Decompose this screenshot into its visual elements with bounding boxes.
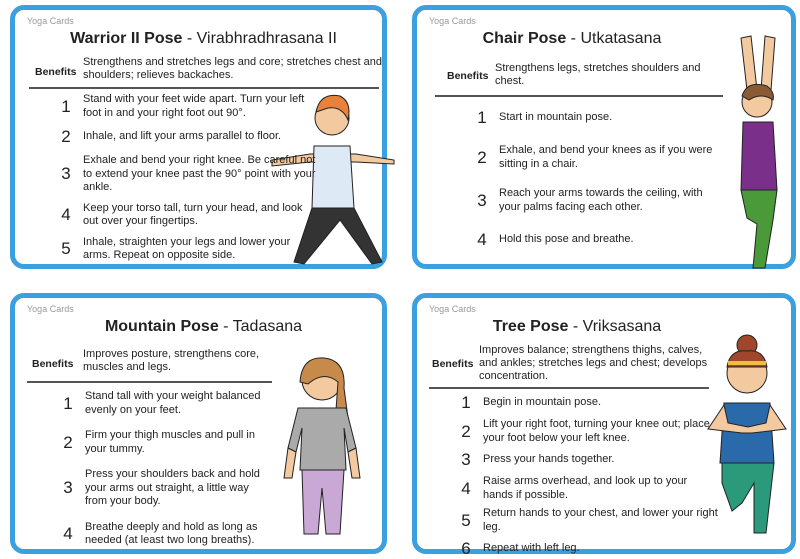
step-text: Stand with your feet wide apart. Turn your left foot in and your right foot out 90°. <box>83 93 305 119</box>
card-title <box>417 30 727 48</box>
step-row <box>53 154 318 195</box>
benefits-text: Improves balance; strengthens thighs, calves, and ankles; stretches legs and chest; develops concentration. <box>479 344 708 382</box>
step-text: Keep your torso tall, turn your head, and look out over your fingertips. <box>83 201 303 227</box>
step-text: Raise arms overhead, and look up to your hands if possible. <box>483 475 688 501</box>
step-number: 1 <box>461 393 471 412</box>
step-row <box>53 93 318 120</box>
brand-label: Yoga Cards <box>27 304 74 314</box>
yoga-card <box>412 293 796 558</box>
step-row <box>469 108 724 128</box>
step-number: 1 <box>61 96 71 116</box>
step-text: Begin in mountain pose. <box>483 396 602 409</box>
step-text: Inhale, straighten your legs and lower your arms. Repeat on opposite side. <box>83 235 291 261</box>
steps-list <box>53 93 318 263</box>
step-number: 3 <box>63 478 73 498</box>
step-number: 2 <box>63 432 73 452</box>
steps-list <box>55 390 270 548</box>
step-row <box>53 127 318 147</box>
step-number: 6 <box>461 539 471 558</box>
divider <box>27 381 272 383</box>
pose-name: Mountain Pose <box>104 318 219 335</box>
step-row <box>55 521 270 548</box>
card-title <box>15 318 392 336</box>
step-number: 5 <box>61 239 71 258</box>
step-row <box>453 507 718 534</box>
step-number: 2 <box>461 421 471 441</box>
step-text: Press your shoulders back and hold your arms out straight, a little way from your body. <box>85 468 260 507</box>
step-text: Stand tall with your weight balanced evenly on your feet. <box>85 390 261 416</box>
step-row <box>469 230 724 250</box>
step-number: 4 <box>63 524 73 543</box>
step-number: 3 <box>61 164 71 184</box>
steps-list <box>469 108 724 250</box>
chair-pose-figure <box>717 30 795 275</box>
benefits-label: Benefits <box>432 358 474 370</box>
step-number: 2 <box>477 147 487 167</box>
card-title <box>417 318 737 336</box>
title-separator: - <box>566 30 581 47</box>
divider <box>29 87 379 89</box>
benefits-label: Benefits <box>32 358 74 370</box>
pose-name: Chair Pose <box>482 30 567 47</box>
step-number: 3 <box>477 190 487 210</box>
step-row <box>53 236 318 263</box>
step-text: Reach your arms towards the ceiling, with your palms facing each other. <box>499 187 703 213</box>
card-title <box>15 30 392 48</box>
step-text: Exhale, and bend your knees as if you were sitting in a chair. <box>499 144 713 170</box>
benefits-label: Benefits <box>447 70 489 82</box>
benefits-text: Strengthens legs, stretches shoulders and chest. <box>495 62 701 87</box>
step-text: Return hands to your chest, and lower your right leg. <box>483 507 718 533</box>
sanskrit-name: Tadasana <box>232 318 303 335</box>
sanskrit-name: Virabhradhrasana II <box>196 30 337 47</box>
brand-label: Yoga Cards <box>429 304 476 314</box>
step-text: Hold this pose and breathe. <box>499 233 634 246</box>
brand-label: Yoga Cards <box>429 16 476 26</box>
step-row <box>453 418 718 445</box>
step-text: Firm your thigh muscles and pull in your tummy. <box>85 429 255 455</box>
pose-name: Warrior II Pose <box>70 30 183 47</box>
step-number: 4 <box>61 205 71 224</box>
step-row <box>55 468 270 509</box>
benefits-label: Benefits <box>35 66 77 78</box>
title-separator: - <box>568 318 583 335</box>
divider <box>435 95 723 97</box>
yoga-card <box>412 5 796 269</box>
title-separator: - <box>182 30 197 47</box>
yoga-card <box>10 293 387 554</box>
step-row <box>453 450 718 470</box>
step-row <box>453 393 718 413</box>
step-row <box>469 187 724 214</box>
step-row <box>469 144 724 171</box>
brand-label: Yoga Cards <box>27 16 74 26</box>
mountain-pose-figure <box>270 348 375 553</box>
step-text: Breathe deeply and hold as long as needed (at least two long breaths). <box>85 520 258 546</box>
sanskrit-name: Utkatasana <box>580 30 662 47</box>
step-text: Repeat with left leg. <box>483 542 580 555</box>
steps-list <box>453 393 718 559</box>
step-row <box>55 390 270 417</box>
step-row <box>53 202 318 229</box>
step-text: Lift your right foot, turning your knee out; place your foot below your left knee. <box>483 418 710 444</box>
pose-name: Tree Pose <box>492 318 569 335</box>
step-number: 4 <box>461 478 471 498</box>
yoga-card <box>10 5 387 269</box>
step-text: Press your hands together. <box>483 453 615 466</box>
step-text: Exhale and bend your right knee. Be careful not to extend your knee past the 90° point with your ankle. <box>83 154 316 193</box>
step-number: 4 <box>477 230 487 249</box>
title-separator: - <box>218 318 233 335</box>
sanskrit-name: Vriksasana <box>582 318 662 335</box>
step-number: 1 <box>477 108 487 127</box>
step-row <box>453 475 718 502</box>
step-number: 1 <box>63 393 73 413</box>
step-row <box>55 429 270 456</box>
benefits-text: Improves posture, strengthens core, muscles and legs. <box>83 348 260 373</box>
divider <box>429 387 709 389</box>
step-number: 2 <box>61 127 71 146</box>
step-text: Start in mountain pose. <box>499 111 613 124</box>
step-number: 5 <box>461 510 471 530</box>
benefits-text: Strengthens and stretches legs and core; stretches chest and shoulders; relieves backaches. <box>83 56 383 81</box>
step-number: 3 <box>461 450 471 469</box>
step-text: Inhale, and lift your arms parallel to floor. <box>83 130 282 143</box>
step-row <box>453 539 718 559</box>
